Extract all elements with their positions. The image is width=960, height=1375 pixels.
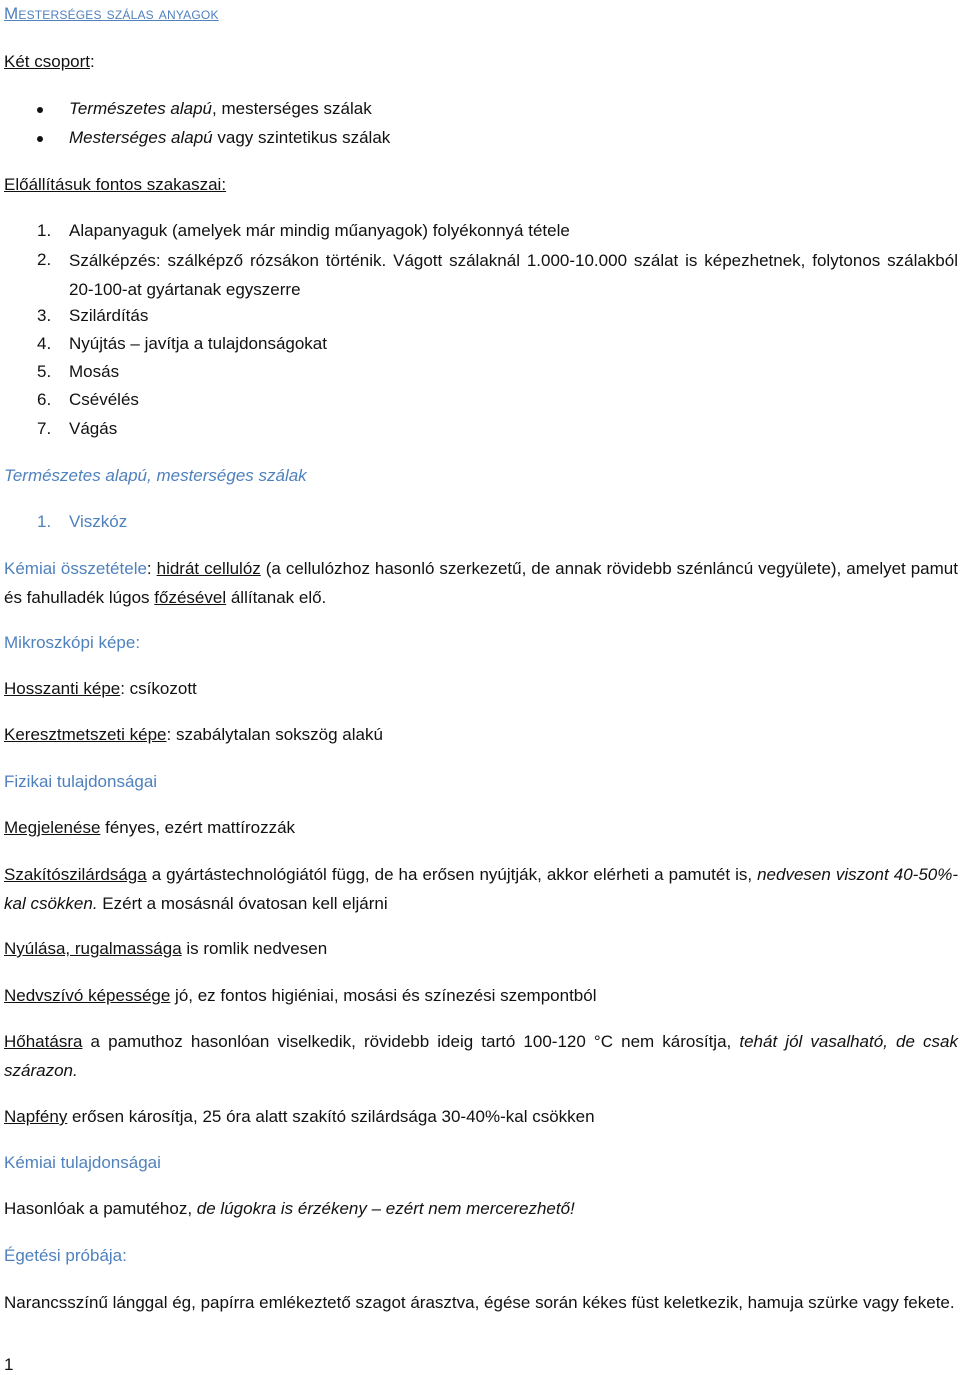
- step-number: 4.: [37, 334, 52, 353]
- heat-paragraph: Hőhatásra a pamuthoz hasonlóan viselkedik, rövidebb ideig tartó 100-120 °C nem károsítja, tehát jól vasalható, de csak szárazon.: [4, 1032, 958, 1080]
- bullet-icon: [37, 107, 43, 113]
- chemical-properties-line: Hasonlóak a pamutéhoz, de lúgokra is érzékeny – ezért nem mercerezhető!: [4, 1199, 575, 1218]
- steps-heading: Előállításuk fontos szakaszai:: [4, 175, 227, 194]
- sunlight-line: Napfény erősen károsítja, 25 óra alatt szakító szilárdsága 30-40%-kal csökken: [4, 1107, 595, 1126]
- subsection-title: Viszkóz: [69, 512, 128, 531]
- step-text: Szilárdítás: [69, 306, 149, 325]
- list-item: Természetes alapú, mesterséges szálak: [69, 99, 372, 118]
- step-text: Csévélés: [69, 390, 139, 409]
- absorbency-line: Nedvszívó képessége jó, ez fontos higiéniai, mosási és színezési szempontból: [4, 986, 597, 1005]
- burn-test-heading: Égetési próbája:: [4, 1246, 127, 1265]
- step-text: Vágás: [69, 419, 118, 438]
- cross-section-view: Keresztmetszeti képe: szabálytalan sokszög alakú: [4, 725, 383, 744]
- step-number: 6.: [37, 390, 52, 409]
- chemical-properties-heading: Kémiai tulajdonságai: [4, 1153, 161, 1172]
- step-number: 5.: [37, 362, 52, 381]
- microscopy-heading: Mikroszkópi képe:: [4, 633, 141, 652]
- step-number: 3.: [37, 306, 52, 325]
- chemical-composition-paragraph: Kémiai összetétele: hidrát cellulóz (a cellulózhoz hasonló szerkezetű, de annak rövidebb szénláncú vegyülete), amelyet pamut és fahulladék lúgos főzésével állítanak elő.: [4, 559, 958, 607]
- longitudinal-view: Hosszanti képe: csíkozott: [4, 679, 197, 698]
- physical-properties-heading: Fizikai tulajdonságai: [4, 772, 158, 791]
- step-text: Szálképzés: szálképző rózsákon történik. Vágott szálaknál 1.000-10.000 szálat is képezhetnek, folytonos szálakból 20-100-at gyártanak egyszerre: [69, 251, 958, 299]
- list-item: Mesterséges alapú vagy szintetikus szálak: [69, 128, 391, 147]
- burn-test-paragraph: Narancsszínű lánggal ég, papírra emlékeztető szagot árasztva, égése során kékes füst keletkezik, hamuja szürke vagy fekete.: [4, 1293, 955, 1312]
- step-number: 1.: [37, 221, 52, 240]
- appearance-line: Megjelenése fényes, ezért mattírozzák: [4, 818, 296, 837]
- step-text: Nyújtás – javítja a tulajdonságokat: [69, 334, 327, 353]
- bullet-icon: [37, 136, 43, 142]
- section-title: Természetes alapú, mesterséges szálak: [4, 466, 307, 485]
- step-number: 2.: [37, 250, 52, 269]
- step-text: Alapanyaguk (amelyek már mindig műanyagok) folyékonnyá tétele: [69, 221, 570, 240]
- strength-paragraph: Szakítószilárdsága a gyártástechnológiától függ, de ha erősen nyújtják, akkor elérheti a pamutét is, nedvesen viszont 40-50%-kal csökken. Ezért a mosásnál óvatosan kell eljárni: [4, 865, 959, 913]
- page-number: 1: [4, 1355, 14, 1374]
- elongation-line: Nyúlása, rugalmassága is romlik nedvesen: [4, 939, 328, 958]
- groups-heading: Két csoport:: [4, 52, 95, 71]
- subsection-number: 1.: [37, 512, 52, 531]
- document-title: Mesterséges szálas anyagok: [4, 4, 219, 23]
- step-number: 7.: [37, 419, 52, 438]
- step-text: Mosás: [69, 362, 120, 381]
